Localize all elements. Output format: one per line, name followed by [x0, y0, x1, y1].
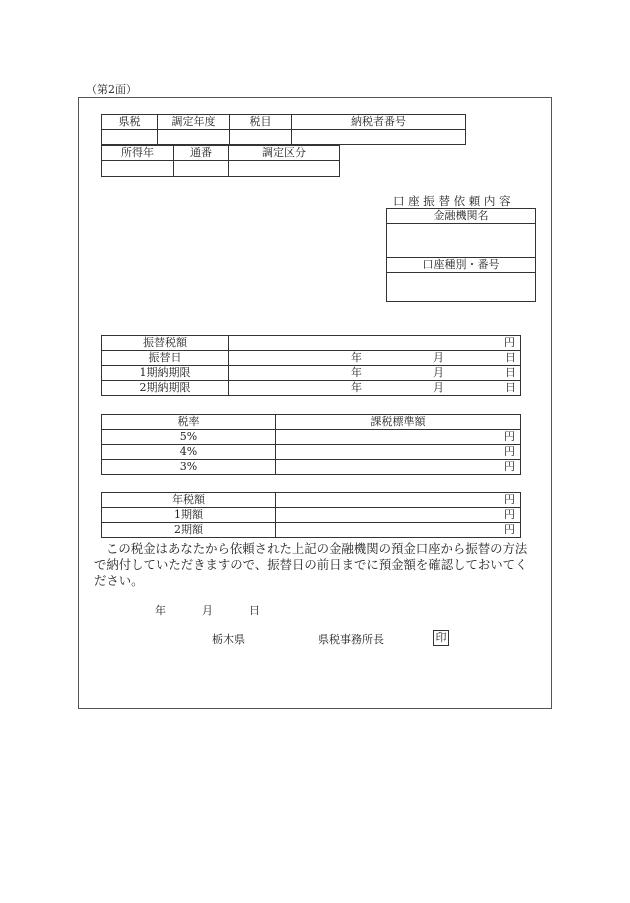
serial-number-label: 通番 [174, 146, 229, 161]
transfer-date-year: 年 [351, 351, 362, 364]
tax-item-value [230, 130, 292, 145]
rate-5-label: 5% [102, 430, 276, 445]
bank-name-value [387, 224, 536, 258]
transfer-date-month: 月 [433, 351, 444, 364]
seal-mark [433, 630, 449, 646]
period1-month: 月 [433, 366, 444, 379]
transfer-date-label: 振替日 [102, 351, 229, 366]
issue-month: 月 [202, 604, 213, 617]
fiscal-year-value [158, 130, 230, 145]
period2-deadline-value [229, 381, 521, 396]
period2-year: 年 [351, 381, 362, 394]
transfer-date-day: 日 [505, 351, 516, 364]
notice-text: この税金はあなたから依頼された上記の金融機関の預金口座から振替の方法で納付していただきますので、振替日の前日までに預金額を確認しておいてください。 [94, 541, 528, 588]
period2-month: 月 [433, 381, 444, 394]
issue-year: 年 [155, 604, 166, 617]
tax-rate-header: 税率 [102, 415, 276, 430]
tax-item-label: 税目 [230, 115, 292, 130]
fiscal-year-label: 調定年度 [158, 115, 230, 130]
taxpayer-number-value [292, 130, 466, 145]
header-table-top [101, 114, 466, 145]
account-table [386, 208, 536, 302]
period1-day: 日 [505, 366, 516, 379]
rate-3-label: 3% [102, 460, 276, 475]
page-label: （第2面） [86, 83, 137, 96]
transfer-table [101, 335, 521, 396]
serial-number-value [174, 161, 229, 177]
transfer-amount-yen: 円 [229, 336, 521, 351]
tax-type-label: 県税 [102, 115, 158, 130]
issuer-office: 県税事務所長 [318, 633, 384, 646]
issue-day: 日 [249, 604, 260, 617]
seal-text: 印 [433, 630, 449, 646]
account-type-number-value [387, 273, 536, 302]
annual-tax-label: 年税額 [102, 493, 276, 508]
assessment-category-label: 調定区分 [229, 146, 340, 161]
header-table-bottom [101, 145, 340, 177]
period2-amount-label: 2期額 [102, 523, 276, 538]
taxpayer-number-label: 納税者番号 [292, 115, 466, 130]
account-type-number-label: 口座種別・番号 [387, 258, 536, 273]
bank-name-label: 金融機関名 [387, 209, 536, 224]
period1-deadline-label: 1期納期限 [102, 366, 229, 381]
tax-type-value [102, 130, 158, 145]
period2-day: 日 [505, 381, 516, 394]
transfer-notice [94, 541, 534, 589]
annual-tax-amount: 円 [276, 493, 521, 508]
transfer-amount-label: 振替税額 [102, 336, 229, 351]
issuer-prefecture: 栃木県 [212, 633, 245, 646]
account-transfer-title: 口 座 振 替 依 頼 内 容 [393, 194, 511, 208]
tax-base-header: 課税標準額 [276, 415, 521, 430]
rate-3-amount: 円 [276, 460, 521, 475]
income-year-label: 所得年 [102, 146, 174, 161]
period2-deadline-label: 2期納期限 [102, 381, 229, 396]
form-frame [78, 97, 552, 709]
rate-4-label: 4% [102, 445, 276, 460]
period1-year: 年 [351, 366, 362, 379]
tax-amount-table [101, 492, 521, 538]
assessment-category-value [229, 161, 340, 177]
income-year-value [102, 161, 174, 177]
period1-amount-label: 1期額 [102, 508, 276, 523]
period1-amount: 円 [276, 508, 521, 523]
transfer-date-value [229, 351, 521, 366]
period1-deadline-value [229, 366, 521, 381]
period2-amount: 円 [276, 523, 521, 538]
rate-4-amount: 円 [276, 445, 521, 460]
tax-rate-table [101, 414, 521, 475]
rate-5-amount: 円 [276, 430, 521, 445]
